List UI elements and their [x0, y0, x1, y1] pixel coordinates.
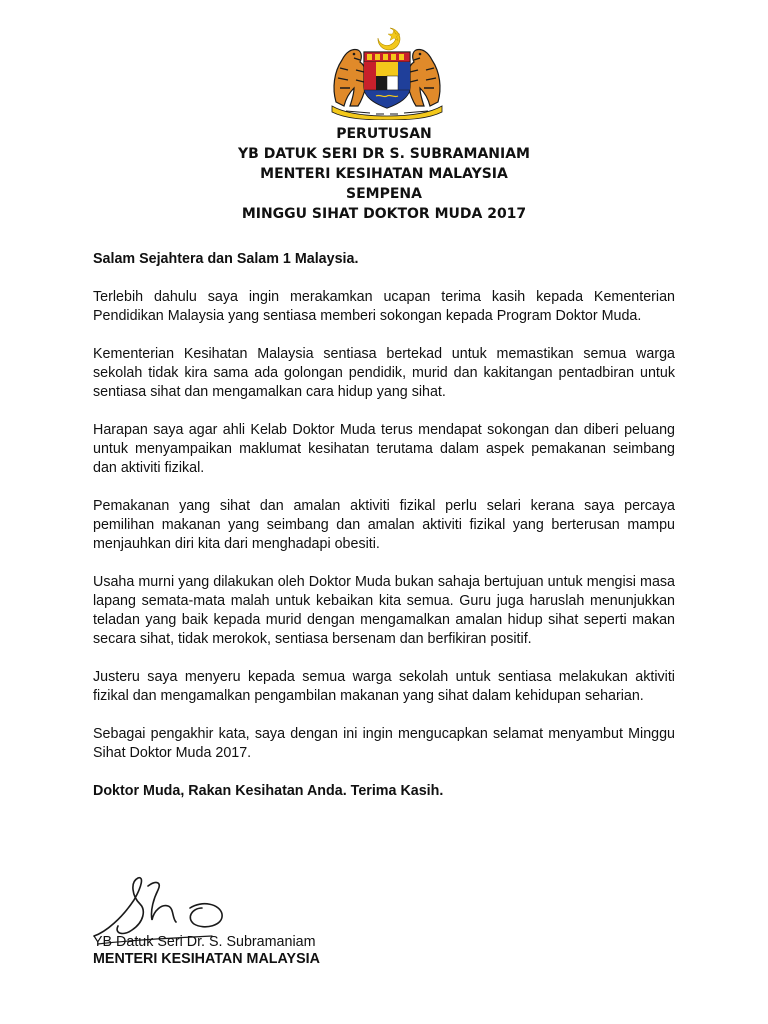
- paragraph: Sebagai pengakhir kata, saya dengan ini ingin mengucapkan selamat menyambut Minggu Sihat Doktor Muda 2017.: [93, 726, 675, 761]
- paragraph: Pemakanan yang sihat dan amalan aktiviti fizikal perlu selari kerana saya percaya pemilihan makanan yang seimbang dan amalan aktiviti fizikal yang berterusan mampu menjauhkan diri kita dari menghadapi obesiti.: [93, 498, 675, 552]
- paragraph: Kementerian Kesihatan Malaysia sentiasa bertekad untuk memastikan semua warga sekolah tidak kira sama ada golongan pendidik, murid dan kakitangan pentadbiran untuk sentiasa sihat dan mengamalkan cara hidup yang sihat.: [93, 346, 675, 400]
- letter-body: [93, 250, 675, 820]
- message-heading: [0, 124, 768, 224]
- signatory-title: MENTERI KESIHATAN MALAYSIA: [93, 951, 320, 967]
- heading-line-event: MINGGU SIHAT DOKTOR MUDA 2017: [241, 206, 527, 222]
- heading-line-minister-post: MENTERI KESIHATAN MALAYSIA: [260, 166, 508, 182]
- paragraph: Harapan saya agar ahli Kelab Doktor Muda terus mendapat sokongan dan diberi peluang untuk menyampaikan maklumat kesihatan terutama dalam aspek pemakanan seimbang dan aktiviti fizikal.: [93, 422, 675, 476]
- heading-line-minister-name: YB DATUK SERI DR S. SUBRAMANIAM: [238, 146, 530, 162]
- paragraph: Terlebih dahulu saya ingin merakamkan ucapan terima kasih kepada Kementerian Pendidikan Malaysia yang sentiasa memberi sokongan kepada Program Doktor Muda.: [93, 289, 675, 324]
- signatory-name: YB Datuk Seri Dr. S. Subramaniam: [93, 934, 316, 950]
- malaysia-coat-of-arms-icon: [326, 24, 448, 120]
- paragraph: Justeru saya menyeru kepada semua warga sekolah untuk sentiasa melakukan aktiviti fizikal dan mengamalkan pengambilan makanan yang sihat dalam kehidupan seharian.: [93, 669, 675, 704]
- greeting: Salam Sejahtera dan Salam 1 Malaysia.: [93, 251, 359, 267]
- closing-line: Doktor Muda, Rakan Kesihatan Anda. Terima Kasih.: [93, 783, 444, 799]
- paragraph: Usaha murni yang dilakukan oleh Doktor Muda bukan sahaja bertujuan untuk mengisi masa lapang semata-mata malah untuk kebaikan kita semua. Guru juga haruslah menunjukkan teladan yang baik kepada murid dengan mengamalkan amalan hidup sihat seperti makan secara sihat, tidak merokok, sentiasa bersenam dan berfikiran positif.: [93, 574, 675, 647]
- heading-line-sempena: SEMPENA: [346, 186, 422, 202]
- heading-line-perutusan: PERUTUSAN: [336, 126, 432, 142]
